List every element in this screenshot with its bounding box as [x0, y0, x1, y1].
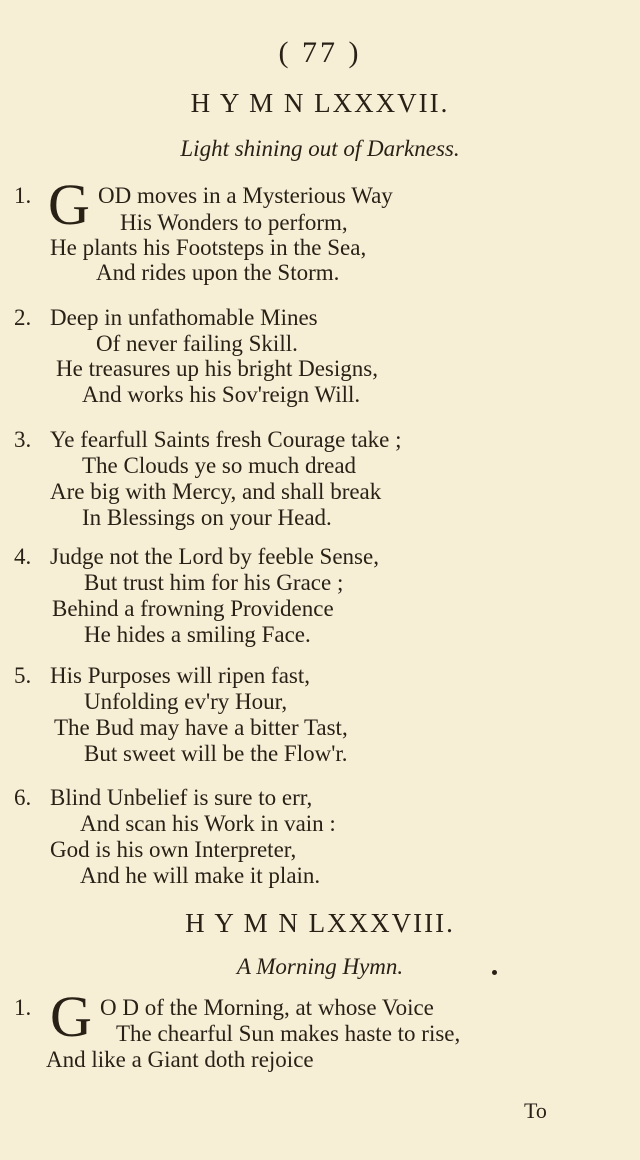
verse-line: He plants his Footsteps in the Sea, [50, 235, 367, 260]
verse-line: And scan his Work in vain : [80, 811, 336, 836]
verse-line: But sweet will be the Flow'r. [84, 741, 348, 766]
verse-line: The Clouds ye so much dread [82, 453, 357, 478]
drop-cap: G [48, 172, 90, 237]
page-number: ( 77 ) [278, 36, 362, 69]
verse-line: And he will make it plain. [80, 863, 321, 888]
stanza-number: 1. [14, 183, 32, 208]
hymn-88-subtitle: A Morning Hymn. [236, 954, 404, 979]
verse-line: He hides a smiling Face. [84, 622, 311, 647]
verse-line: Unfolding ev'ry Hour, [84, 689, 288, 714]
catchword: To [524, 1098, 547, 1123]
hymn-87-title: H Y M N LXXXVII. [190, 88, 450, 118]
verse-line: And works his Sov'reign Will. [82, 382, 361, 407]
verse-line: The Bud may have a bitter Tast, [54, 715, 348, 740]
verse-line: Behind a frowning Providence [52, 596, 334, 621]
verse-line: OD moves in a Mysterious Way [98, 183, 393, 208]
verse-line: The chearful Sun makes haste to rise, [116, 1021, 461, 1046]
verse-line: In Blessings on your Head. [82, 505, 332, 530]
stanza-number: 3. [14, 427, 32, 452]
verse-line: Are big with Mercy, and shall break [50, 479, 382, 504]
verse-line: And rides upon the Storm. [96, 260, 340, 285]
stanza-number: 6. [14, 785, 32, 810]
verse-line: Judge not the Lord by feeble Sense, [50, 544, 379, 569]
printer-mark [492, 970, 497, 975]
stanza-number: 1. [14, 995, 32, 1020]
verse-line: His Wonders to perform, [120, 210, 348, 235]
hymn-88-title: H Y M N LXXXVIII. [185, 908, 455, 938]
hymn-87-subtitle: Light shining out of Darkness. [180, 136, 460, 161]
stanza-number: 4. [14, 544, 32, 569]
verse-line: Ye fearfull Saints fresh Courage take ; [50, 427, 402, 452]
verse-line: But trust him for his Grace ; [84, 570, 344, 595]
verse-line: Of never failing Skill. [96, 331, 298, 356]
verse-line: O D of the Morning, at whose Voice [100, 995, 434, 1020]
verse-line: Deep in unfathomable Mines [50, 305, 318, 330]
verse-line: God is his own Interpreter, [50, 837, 297, 862]
verse-line: He treasures up his bright Designs, [56, 356, 378, 381]
verse-line: And like a Giant doth rejoice [46, 1047, 314, 1072]
stanza-number: 2. [14, 305, 32, 330]
verse-line: His Purposes will ripen fast, [50, 663, 311, 688]
stanza-number: 5. [14, 663, 32, 688]
verse-line: Blind Unbelief is sure to err, [50, 785, 313, 810]
drop-cap: G [50, 984, 92, 1049]
